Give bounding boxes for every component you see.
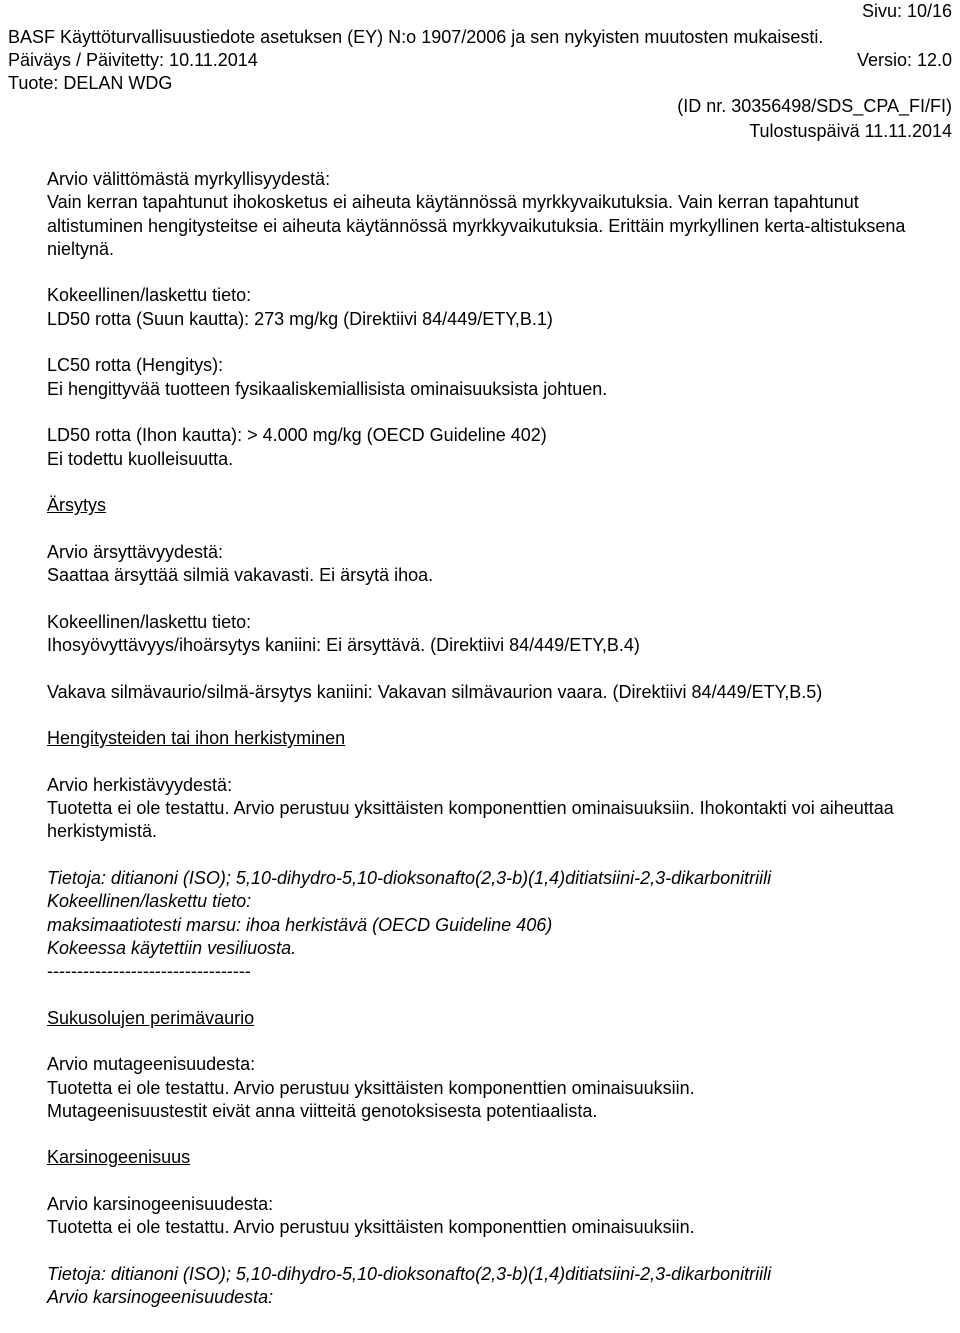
experimental-data-label: Kokeellinen/laskettu tieto: [47, 891, 252, 912]
irritation-label: Arvio ärsyttävyydestä: [47, 541, 224, 562]
version-number: Versio: 12.0 [856, 50, 952, 70]
test-vehicle-note: Kokeessa käytettiin vesiliuosta. [47, 937, 297, 958]
substance-info: Tietoja: ditianoni (ISO); 5,10-dihydro-5,10-dioksonafto(2,3-b)(1,4)ditiatsiini-2,3-dikarbonitriili [47, 867, 772, 888]
irritation-text: Saattaa ärsyttää silmiä vakavasti. Ei ärsytä ihoa. [47, 565, 434, 586]
document-title: BASF Käyttöturvallisuustiedote asetuksen (EY) N:o 1907/2006 ja sen nykyisten muutosten mukaisesti. [8, 27, 824, 47]
lc50-inhalation-text: Ei hengittyvää tuotteen fysikaaliskemiallisista ominaisuuksista johtuen. [47, 378, 608, 399]
acute-toxicity-section [47, 168, 952, 471]
acute-toxicity-label: Arvio välittömästä myrkyllisyydestä: [47, 169, 331, 189]
carcinogenicity-label: Arvio karsinogeenisuudesta: [47, 1194, 274, 1215]
sensitization-label: Arvio herkistävyydestä: [47, 774, 233, 795]
carcinogenicity-label-substance: Arvio karsinogeenisuudesta: [47, 1287, 274, 1308]
document-id: (ID nr. 30356498/SDS_CPA_FI/FI) [677, 96, 952, 116]
separator-line: ---------------------------------- [47, 961, 251, 982]
carcinogenicity-heading: Karsinogeenisuus [47, 1147, 191, 1168]
mutagenicity-test-text: Mutageenisuustestit eivät anna viitteitä genotoksisesta potentiaalista. [47, 1100, 598, 1121]
ld50-oral: LD50 rotta (Suun kautta): 273 mg/kg (Direktiivi 84/449/ETY,B.1) [47, 308, 553, 329]
maximization-test-result: maksimaatiotesti marsu: ihoa herkistävä (OECD Guideline 406) [47, 914, 553, 935]
sensitization-text: Tuotetta ei ole testattu. Arvio perustuu yksittäisten komponenttien ominaisuuksiin. Ihokontakti voi aiheuttaa herkistymistä. [47, 798, 894, 842]
revision-date: Päiväys / Päivitetty: 10.11.2014 [8, 50, 258, 70]
document-body [47, 168, 952, 1310]
mutagenicity-heading: Sukusolujen perimävaurio [47, 1007, 255, 1028]
product-name: Tuote: DELAN WDG [8, 73, 173, 93]
sensitization-heading: Hengitysteiden tai ihon herkistyminen [47, 728, 346, 749]
experimental-data-label: Kokeellinen/laskettu tieto: [47, 611, 252, 632]
substance-info: Tietoja: ditianoni (ISO); 5,10-dihydro-5,10-dioksonafto(2,3-b)(1,4)ditiatsiini-2,3-dikarbonitriili [47, 1263, 772, 1284]
mutagenicity-text: Tuotetta ei ole testattu. Arvio perustuu yksittäisten komponenttien ominaisuuksiin. [47, 1077, 695, 1098]
irritation-section [47, 494, 952, 704]
irritation-heading: Ärsytys [47, 495, 107, 516]
print-date: Tulostuspäivä 11.11.2014 [749, 121, 952, 141]
skin-irritation-result: Ihosyövyttävyys/ihoärsytys kaniini: Ei ärsyttävä. (Direktiivi 84/449/ETY,B.4) [47, 634, 640, 655]
page-number: Sivu: 10/16 [861, 1, 952, 21]
mutagenicity-section [47, 1007, 952, 1123]
carcinogenicity-section [47, 1146, 952, 1309]
mutagenicity-label: Arvio mutageenisuudesta: [47, 1054, 256, 1075]
experimental-data-label: Kokeellinen/laskettu tieto: [47, 285, 252, 306]
acute-toxicity-text: Vain kerran tapahtunut ihokosketus ei aiheuta käytännössä myrkkyvaikutuksia. Vain kerran tapahtunut altistuminen hengitysteitse ei aiheuta käytännössä myrkkyvaikutuksia. Erittäin myrkyllinen kerta-altistuksena nieltynä. [47, 192, 906, 259]
carcinogenicity-text: Tuotetta ei ole testattu. Arvio perustuu yksittäisten komponenttien ominaisuuksiin. [47, 1217, 695, 1238]
eye-irritation-result: Vakava silmävaurio/silmä-ärsytys kaniini: Vakavan silmävaurion vaara. (Direktiivi 84/449/ETY,B.5) [47, 681, 823, 702]
sensitization-section [47, 727, 952, 983]
lc50-inhalation-label: LC50 rotta (Hengitys): [47, 355, 224, 376]
no-mortality-text: Ei todettu kuolleisuutta. [47, 448, 234, 469]
ld50-dermal: LD50 rotta (Ihon kautta): > 4.000 mg/kg (OECD Guideline 402) [47, 425, 547, 446]
